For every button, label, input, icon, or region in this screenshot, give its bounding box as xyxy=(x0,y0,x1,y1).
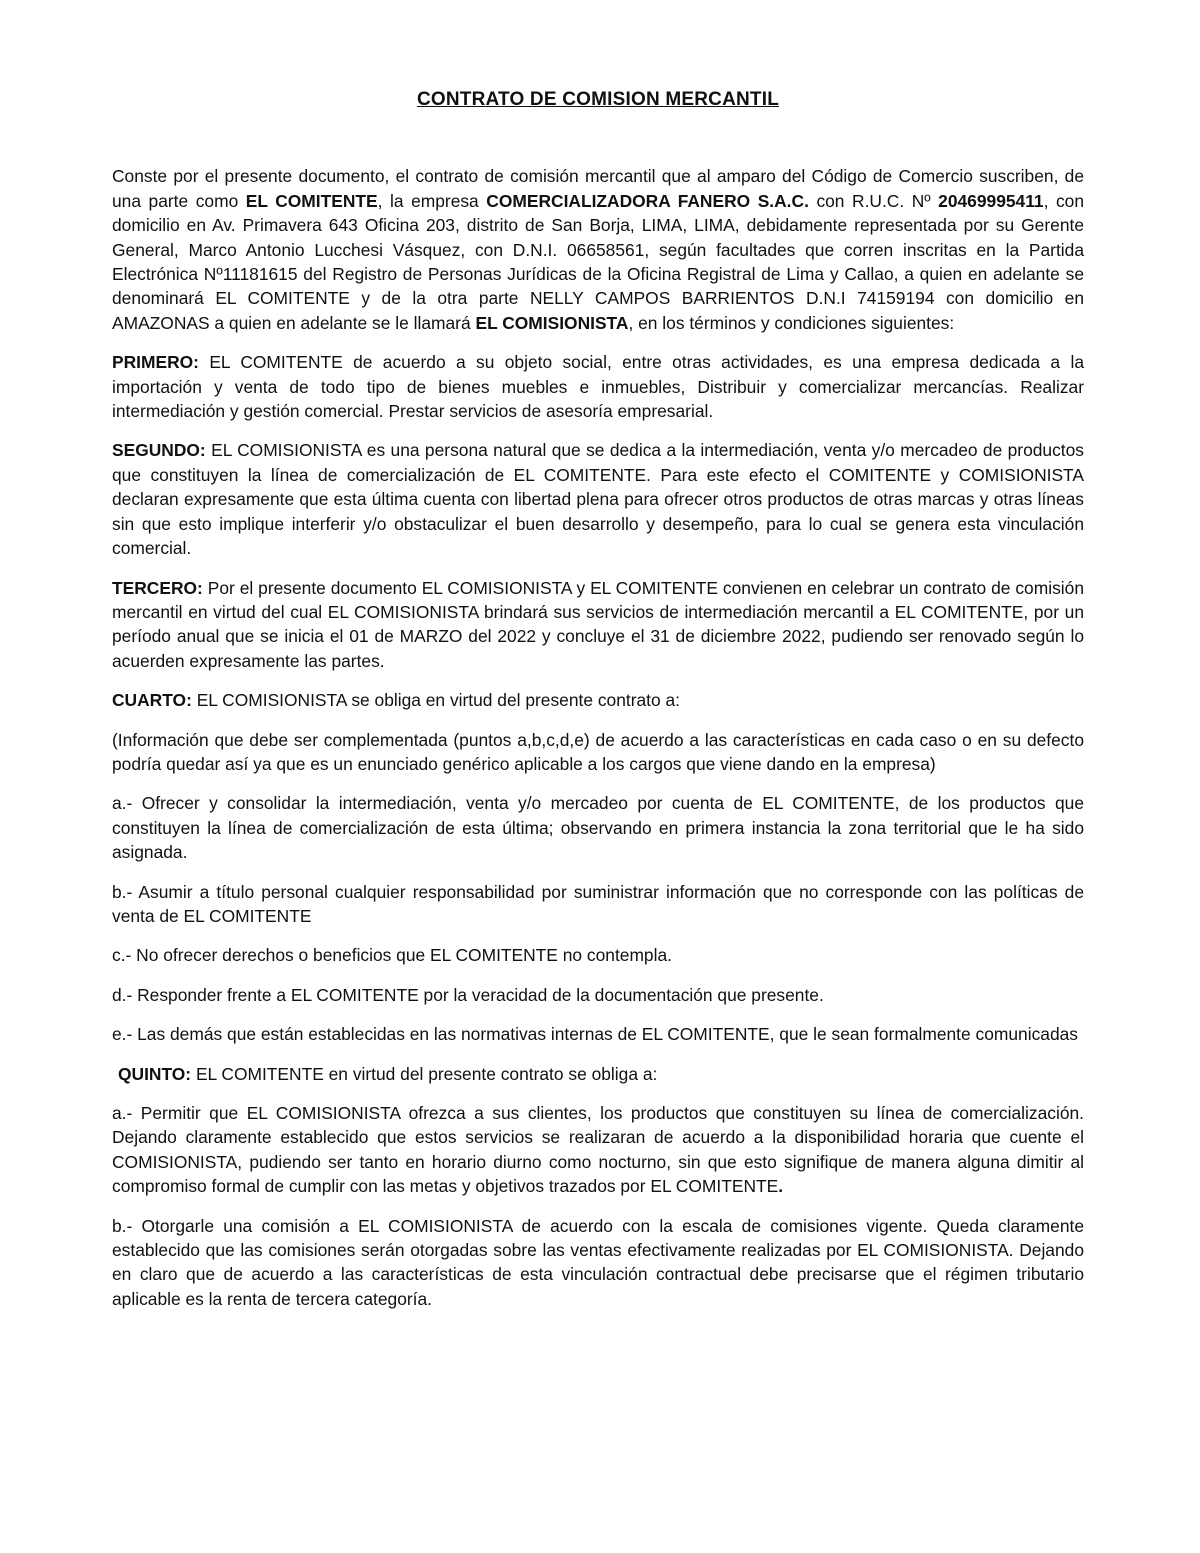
intro-bold-company: COMERCIALIZADORA FANERO S.A.C. xyxy=(486,190,809,211)
clause-cuarto-item-d: d.- Responder frente a EL COMITENTE por la veracidad de la documentación que presente. xyxy=(112,984,824,1005)
clause-quinto-item-a xyxy=(112,1101,1084,1199)
intro-bold-comisionista: EL COMISIONISTA xyxy=(475,312,629,333)
clause-segundo-text: EL COMISIONISTA es una persona natural que se dedica a la intermediación, venta y/o mercadeo de productos que constituyen la línea de comercialización de EL COMITENTE. Para este efecto el COMITENTE y COMISIONISTA declaran expresamente que esta última cuenta con libertad plena para ofrecer otros productos de otras marcas y otras líneas sin que esto implique interferir y/o obstaculizar el buen desarrollo y desempeño, para lo cual se genera esta vinculación comercial. xyxy=(112,440,1084,559)
clause-primero-label: PRIMERO: xyxy=(112,352,199,373)
clause-quinto-item-a-end: . xyxy=(778,1176,784,1197)
intro-text-3: con R.U.C. Nº xyxy=(808,190,939,211)
clause-cuarto-note: (Información que debe ser complementada (puntos a,b,c,d,e) de acuerdo a las características en cada caso o en su defecto podría quedar así ya que es un enunciado genérico aplicable a los cargos que viene dando en la empresa) xyxy=(112,729,1084,774)
clause-primero xyxy=(112,350,1084,423)
clause-tercero-label: TERCERO: xyxy=(112,577,203,598)
intro-bold-comitente: EL COMITENTE xyxy=(245,190,378,211)
intro-text-2: , la empresa xyxy=(377,190,487,211)
clause-tercero xyxy=(112,576,1084,674)
clause-segundo xyxy=(112,438,1084,560)
clause-cuarto-text: EL COMISIONISTA se obliga en virtud del presente contrato a: xyxy=(191,690,681,711)
intro-text-4: , con domicilio en Av. Primavera 643 Oficina 203, distrito de San Borja, LIMA, LIMA, debidamente representada por su Gerente General, Marco Antonio Lucchesi Vásquez, con D.N.I. 06658561, según facultades que corren inscritas en la Partida Electrónica Nº11181615 del Registro de Personas Jurídicas de la Oficina Registral de Lima y Callao, a quien en adelante se denominará EL COMITENTE y de la otra parte NELLY CAMPOS BARRIENTOS D.N.I 74159194 con domicilio en AMAZONAS a quien en adelante se le llamará xyxy=(112,190,1085,333)
contract-document xyxy=(112,88,1084,1326)
clause-segundo-label: SEGUNDO: xyxy=(112,440,206,461)
intro-bold-ruc: 20469995411 xyxy=(938,190,1044,211)
clause-cuarto-item-c: c.- No ofrecer derechos o beneficios que EL COMITENTE no contempla. xyxy=(112,945,672,966)
clause-cuarto xyxy=(112,688,1084,712)
intro-text-1: Conste por el presente documento, el contrato de comisión mercantil que al amparo del Código de Comercio suscriben, de una parte como xyxy=(112,166,1084,211)
clause-quinto-item-a-text: a.- Permitir que EL COMISIONISTA ofrezca a sus clientes, los productos que constituyen su línea de comercialización. Dejando claramente establecido que estos servicios se realizaran de acuerdo a la disponibilidad horaria que cuente el COMISIONISTA, pudiendo ser tanto en horario diurno como nocturno, sin que esto signifique de manera alguna dimitir al compromiso formal de cumplir con las metas y objetivos trazados por EL COMITENTE xyxy=(112,1103,1084,1197)
clause-quinto xyxy=(112,1062,1084,1086)
clause-cuarto-item-a: a.- Ofrecer y consolidar la intermediación, venta y/o mercadeo por cuenta de EL COMITENTE, de los productos que constituyen la línea de comercialización de esta última; observando en primera instancia la zona territorial que le ha sido asignada. xyxy=(112,793,1084,863)
clause-quinto-label: QUINTO: xyxy=(118,1063,192,1084)
document-title: CONTRATO DE COMISION MERCANTIL xyxy=(416,89,780,110)
clause-cuarto-item-b: b.- Asumir a título personal cualquier responsabilidad por suministrar información que no corresponde con las políticas de venta de EL COMITENTE xyxy=(112,881,1084,926)
clause-quinto-text: EL COMITENTE en virtud del presente contrato se obliga a: xyxy=(191,1063,658,1084)
intro-text-5: , en los términos y condiciones siguientes: xyxy=(628,312,955,333)
clause-tercero-text: Por el presente documento EL COMISIONISTA y EL COMITENTE convienen en celebrar un contrato de comisión mercantil en virtud del cual EL COMISIONISTA brindará sus servicios de intermediación mercantil a EL COMITENTE, por un período anual que se inicia el 01 de MARZO del 2022 y concluye el 31 de diciembre 2022, pudiendo ser renovado según lo acuerden expresamente las partes. xyxy=(112,577,1084,671)
intro-paragraph xyxy=(112,164,1084,335)
clause-primero-text: EL COMITENTE de acuerdo a su objeto social, entre otras actividades, es una empresa dedicada a la importación y venta de todo tipo de bienes muebles e inmuebles, Distribuir y comercializar mercancías. Realizar intermediación y gestión comercial. Prestar servicios de asesoría empresarial. xyxy=(112,352,1084,422)
clause-quinto-item-b: b.- Otorgarle una comisión a EL COMISIONISTA de acuerdo con la escala de comisiones vigente. Queda claramente establecido que las comisiones serán otorgadas sobre las ventas efectivamente realizadas por EL COMISIONISTA. Dejando en claro que de acuerdo a las características de esta vinculación contractual debe precisarse que el régimen tributario aplicable es la renta de tercera categoría. xyxy=(112,1215,1084,1309)
clause-cuarto-item-e: e.- Las demás que están establecidas en las normativas internas de EL COMITENTE, que le sean formalmente comunicadas xyxy=(112,1024,1078,1045)
clause-cuarto-label: CUARTO: xyxy=(112,690,192,711)
